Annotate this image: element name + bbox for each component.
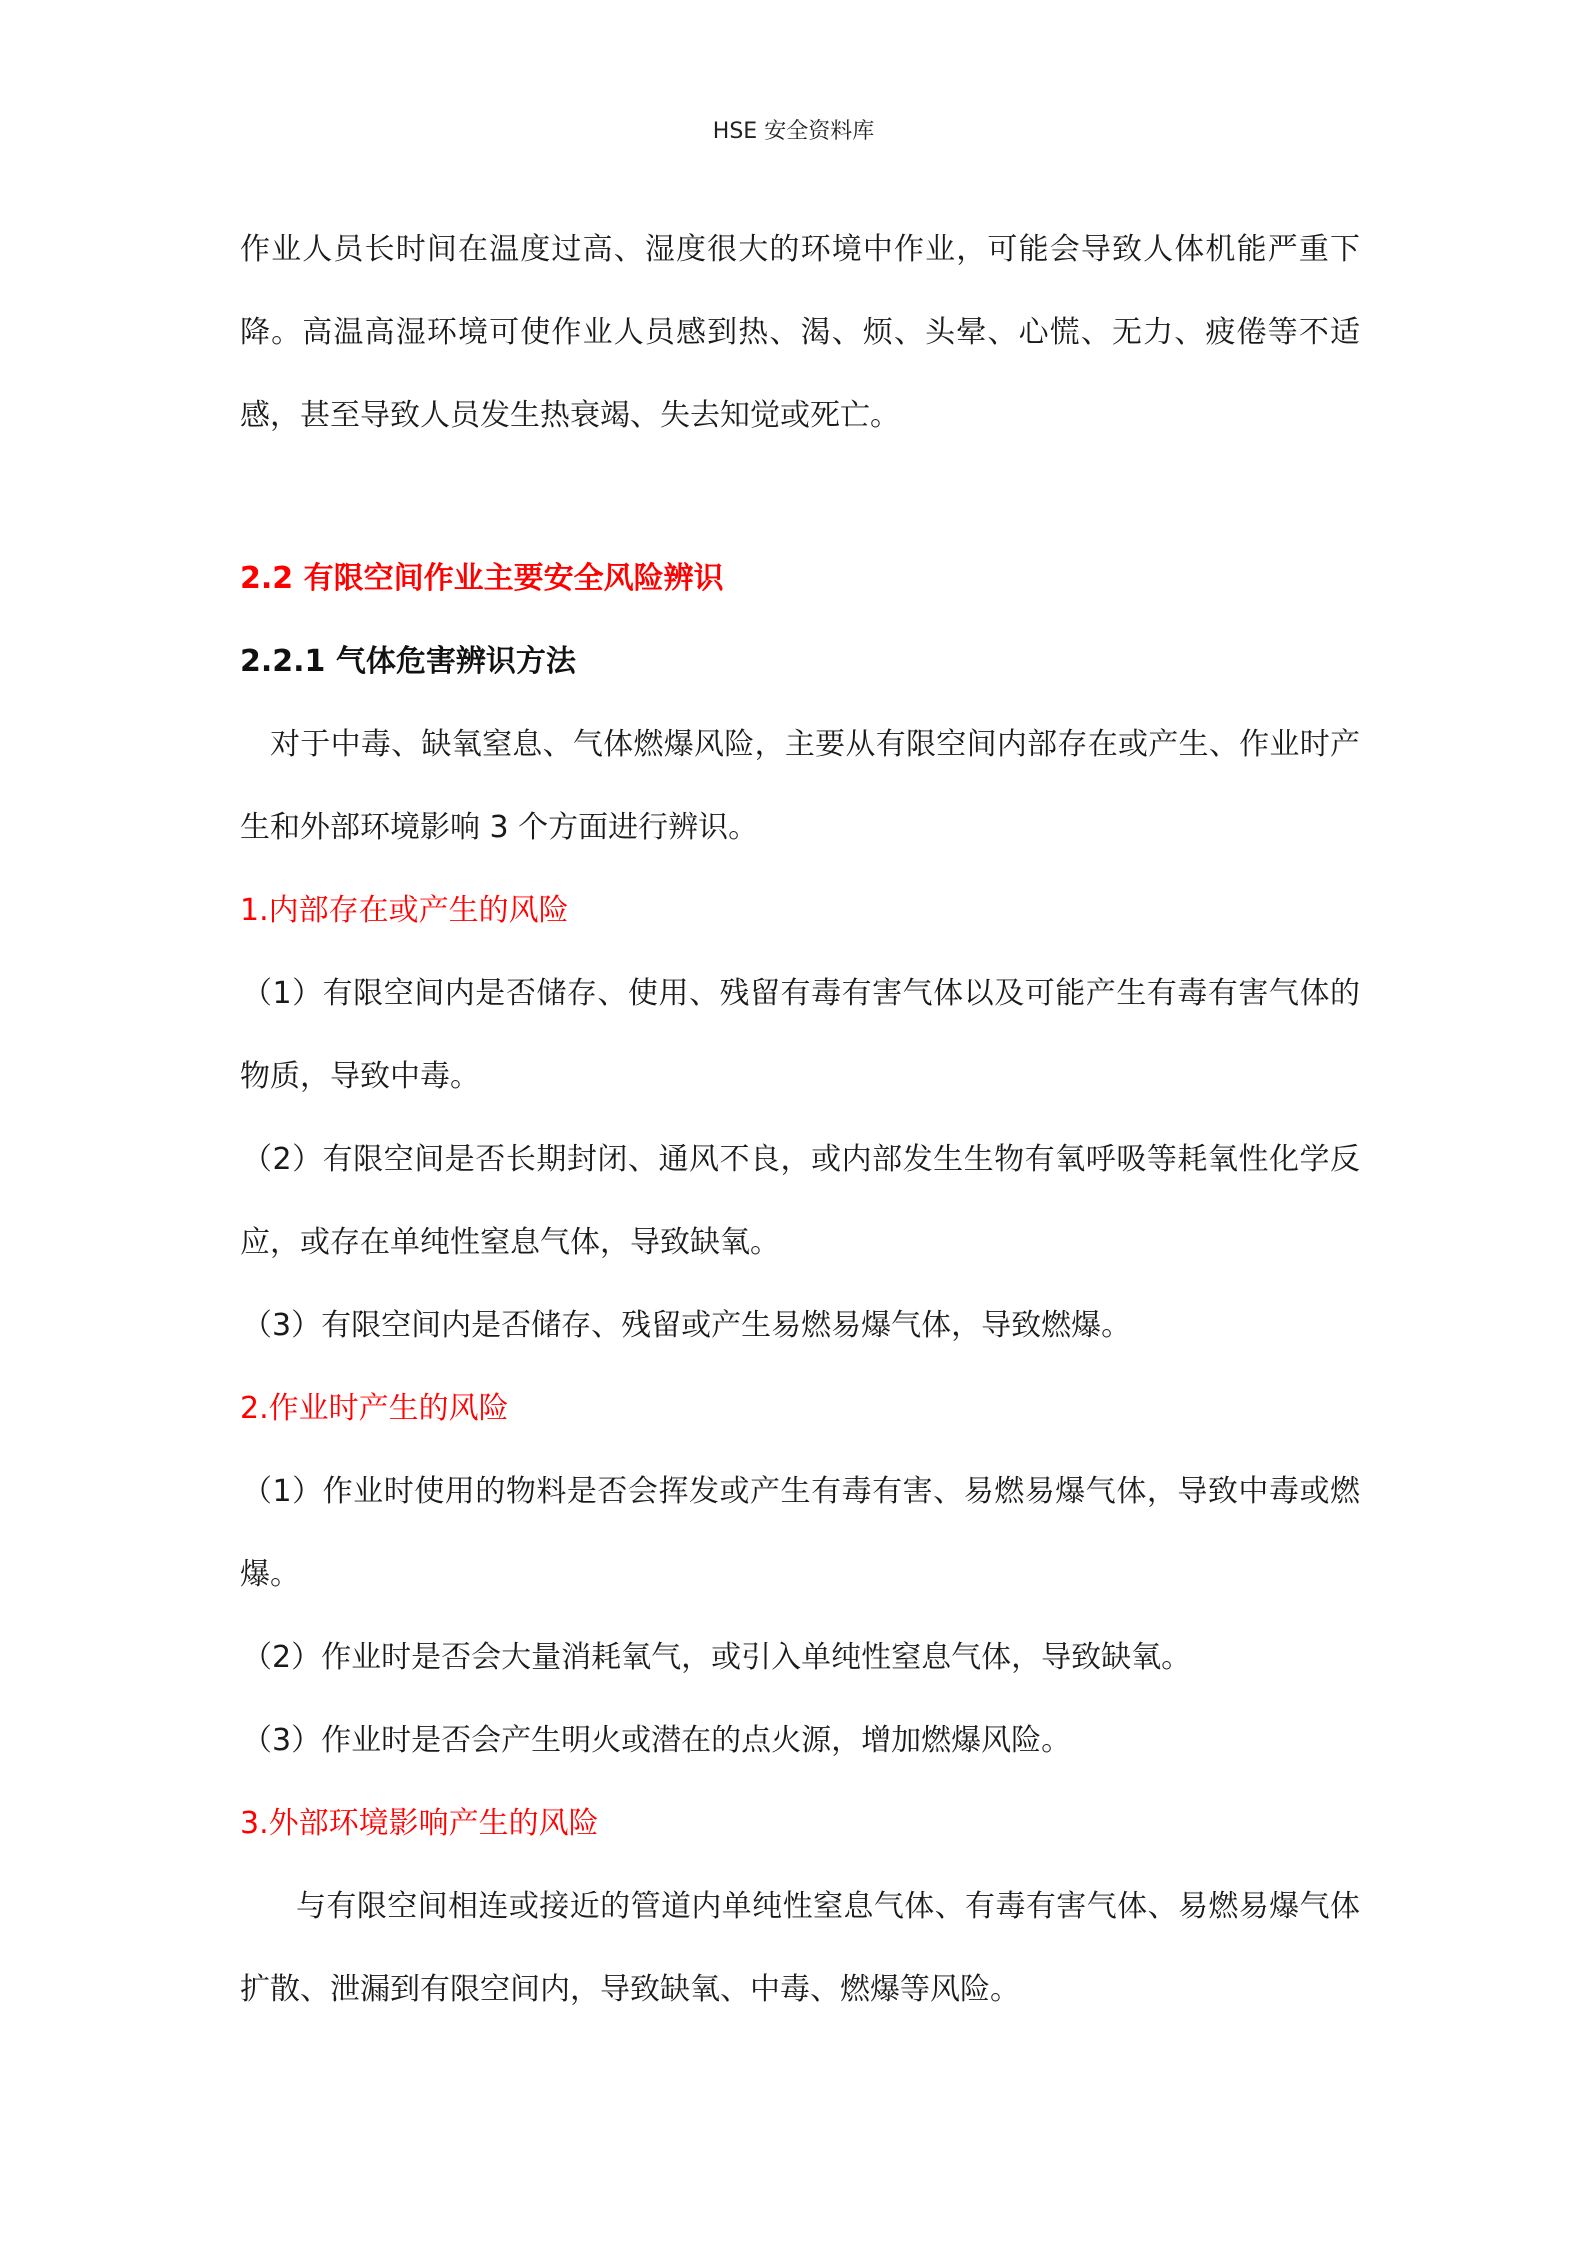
section-title: 2.2 有限空间作业主要安全风险辨识	[240, 561, 724, 596]
list-item: （1）有限空间内是否储存、使用、残留有毒有害气体以及可能产生有毒有害气体的物质，导致中毒。	[240, 976, 1360, 1094]
list-item: （2）有限空间是否长期封闭、通风不良，或内部发生生物有氧呼吸等耗氧性化学反应，或存在单纯性窒息气体，导致缺氧。	[240, 1142, 1360, 1260]
list-item: （3）有限空间内是否储存、残留或产生易燃易爆气体，导致燃爆。	[242, 1308, 1132, 1343]
subsection-title: 2.2.1 气体危害辨识方法	[240, 644, 576, 679]
lead-paragraph: 对于中毒、缺氧窒息、气体燃爆风险，主要从有限空间内部存在或产生、作业时产生和外部环境影响 3 个方面进行辨识。	[240, 727, 1360, 845]
list-item: （2）作业时是否会大量消耗氧气，或引入单纯性窒息气体，导致缺氧。	[242, 1640, 1192, 1675]
group-title-internal: 1.内部存在或产生的风险	[240, 893, 569, 928]
list-item: （1）作业时使用的物料是否会挥发或产生有毒有害、易燃易爆气体，导致中毒或燃爆。	[240, 1474, 1360, 1592]
intro-paragraph: 作业人员长时间在温度过高、湿度很大的环境中作业，可能会导致人体机能严重下降。高温高湿环境可使作业人员感到热、渴、烦、头晕、心慌、无力、疲倦等不适感，甚至导致人员发生热衰竭、失去知觉或死亡。	[240, 232, 1360, 433]
list-item: （3）作业时是否会产生明火或潜在的点火源，增加燃爆风险。	[242, 1723, 1072, 1758]
list-item: 与有限空间相连或接近的管道内单纯性窒息气体、有毒有害气体、易燃易爆气体扩散、泄漏到有限空间内，导致缺氧、中毒、燃爆等风险。	[240, 1889, 1360, 2007]
section-spacer	[240, 457, 1360, 537]
document-body	[240, 208, 1360, 2031]
page-header: HSE 安全资料库	[712, 119, 875, 144]
group-title-operation: 2.作业时产生的风险	[240, 1391, 509, 1426]
group-title-external: 3.外部环境影响产生的风险	[240, 1806, 599, 1841]
